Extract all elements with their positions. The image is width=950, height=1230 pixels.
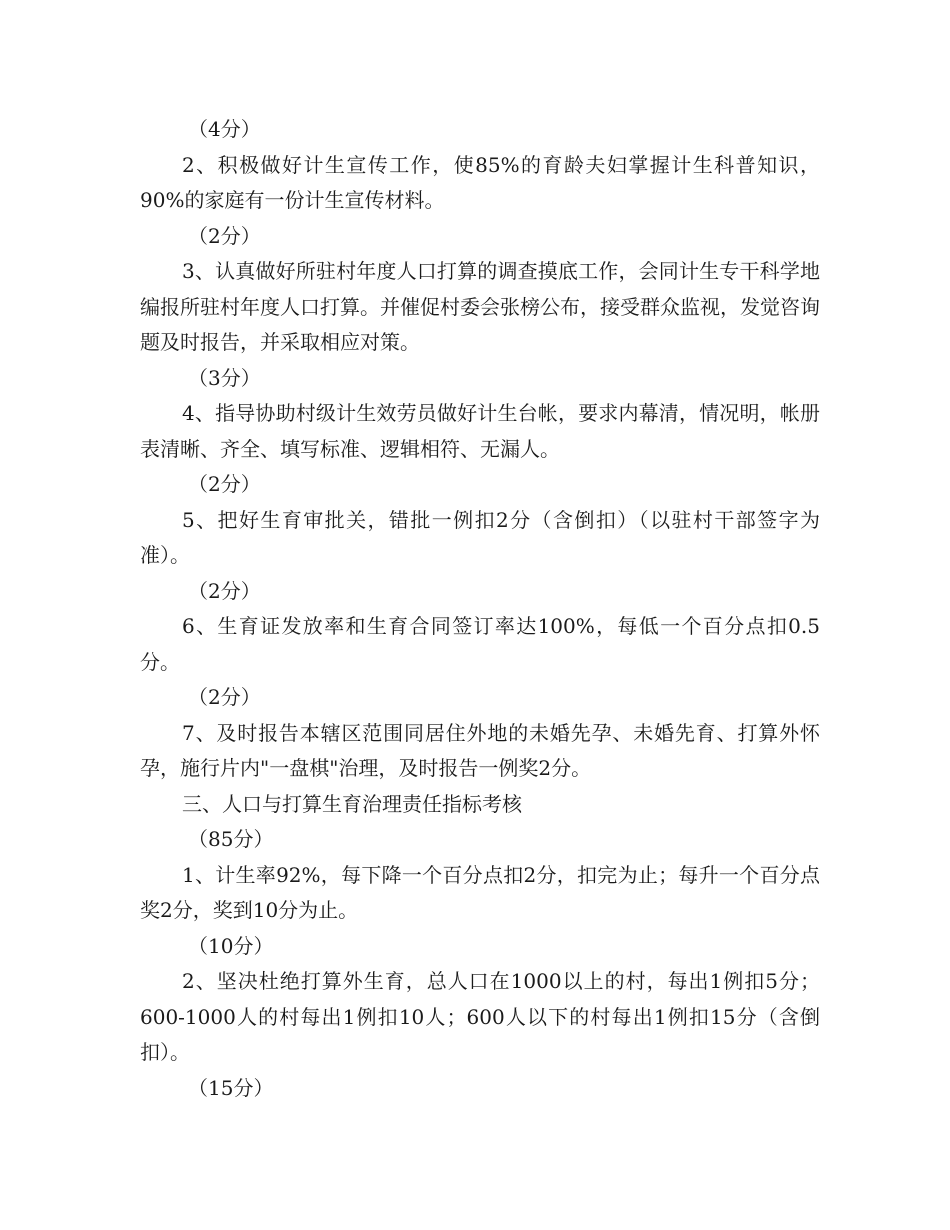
section-heading: 三、人口与打算生育治理责任指标考核: [182, 791, 522, 816]
score-line: （3分）: [188, 365, 261, 390]
score-line: （85分）: [188, 827, 274, 851]
paragraph: 2、积极做好计生宣传工作，使85%的育龄夫妇掌握计生科普知识，90%的家庭有一份计生宣传材料。: [140, 152, 820, 212]
paragraph: 1、计生率92%，每下降一个百分点扣2分，扣完为止；每升一个百分点奖2分，奖到10分为止。: [140, 862, 820, 922]
score-line: （10分）: [188, 933, 274, 958]
document-body: [140, 112, 820, 1106]
paragraph: 4、指导协助村级计生效劳员做好计生台帐，要求内幕清，情况明，帐册表清晰、齐全、填写标准、逻辑相符、无漏人。: [140, 401, 820, 461]
score-line: （2分）: [188, 578, 261, 603]
score-line: （4分）: [188, 117, 261, 141]
paragraph: 5、把好生育审批关，错批一例扣2分（含倒扣）（以驻村干部签字为准）。: [140, 507, 820, 567]
score-line: （15分）: [188, 1075, 274, 1100]
score-line: （2分）: [188, 223, 261, 248]
paragraph: 6、生育证发放率和生育合同签订率达100%，每低一个百分点扣0.5分。: [140, 614, 820, 674]
paragraph: 7、及时报告本辖区范围同居住外地的未婚先孕、未婚先育、打算外怀孕，施行片内"一盘棋"治理，及时报告一例奖2分。: [140, 720, 820, 780]
score-line: （2分）: [188, 685, 261, 709]
paragraph: 3、认真做好所驻村年度人口打算的调查摸底工作，会同计生专干科学地编报所驻村年度人口打算。并催促村委会张榜公布，接受群众监视，发觉咨询题及时报告，并采取相应对策。: [140, 259, 820, 354]
score-line: （2分）: [188, 472, 261, 496]
paragraph: 2、坚决杜绝打算外生育，总人口在1000以上的村，每出1例扣5分；600-1000人的村每出1例扣10人；600人以下的村每出1例扣15分（含倒扣）。: [140, 969, 820, 1064]
